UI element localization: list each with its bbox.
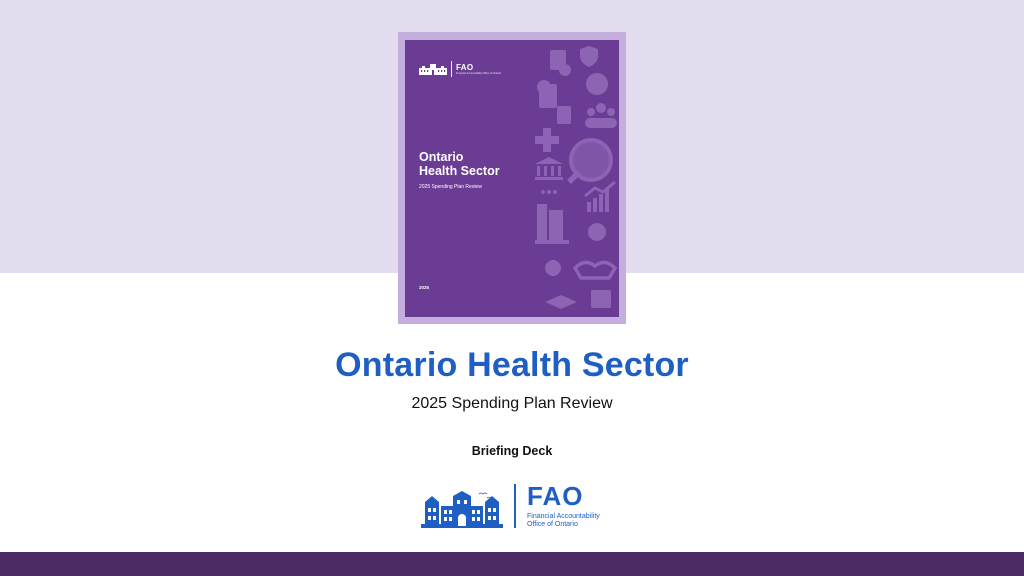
cover-logo-subtext: Financial Accountability Office of Ontario bbox=[456, 71, 501, 75]
legislature-building-icon bbox=[421, 490, 503, 528]
bottom-bar bbox=[0, 552, 1024, 576]
cover-title bbox=[419, 150, 500, 178]
fao-logo bbox=[421, 482, 611, 532]
deck-label: Briefing Deck bbox=[471, 444, 553, 458]
logo-line2: Office of Ontario bbox=[527, 521, 578, 528]
page-title: Ontario Health Sector bbox=[335, 346, 689, 384]
cover-logo-acronym: FAO bbox=[456, 62, 474, 72]
cover-title-line2: Health Sector bbox=[419, 164, 500, 178]
cover-logo-divider bbox=[451, 61, 452, 77]
logo-line1: Financial Accountability bbox=[527, 513, 600, 520]
logo-divider bbox=[514, 484, 516, 528]
cover-decorative-icons bbox=[525, 40, 619, 317]
page-subtitle: 2025 Spending Plan Review bbox=[411, 395, 613, 412]
cover-fao-logo bbox=[419, 60, 501, 78]
logo-acronym: FAO bbox=[527, 481, 584, 511]
cover-subtitle: 2025 Spending Plan Review bbox=[419, 184, 482, 190]
report-cover-thumbnail bbox=[405, 40, 619, 317]
legislature-building-icon bbox=[419, 63, 447, 75]
cover-title-line1: Ontario bbox=[419, 150, 464, 164]
cover-year: 2025 bbox=[419, 285, 430, 290]
